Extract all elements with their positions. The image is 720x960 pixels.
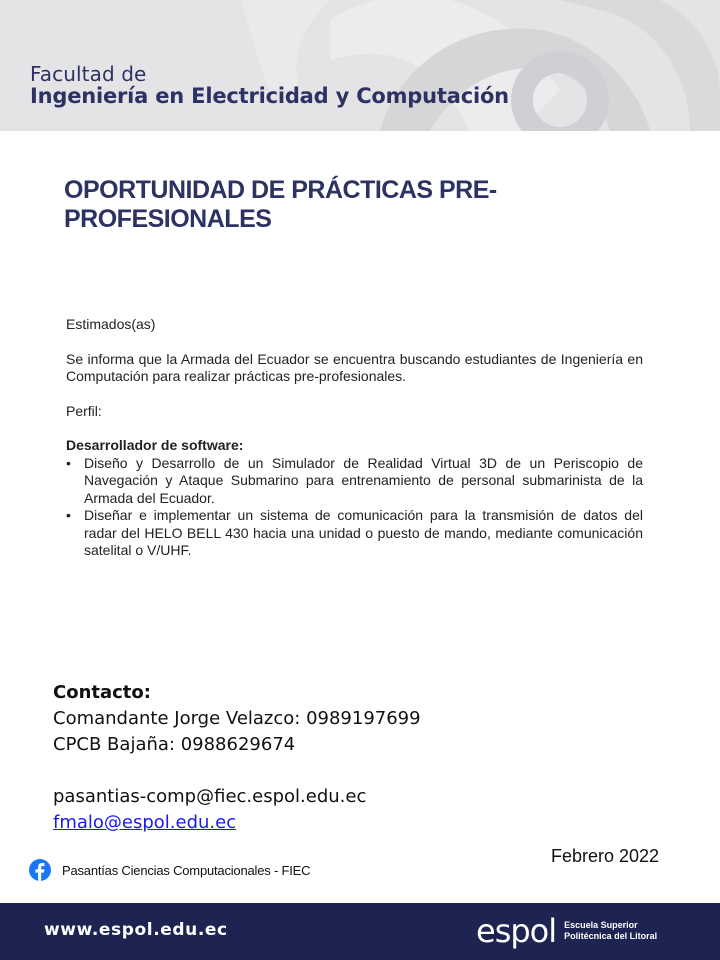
footer-bar [0, 903, 720, 960]
espol-wordmark: espol [476, 912, 557, 950]
list-item [66, 507, 643, 560]
duty-text: Diseño y Desarrollo de un Simulador de Realidad Virtual 3D de un Periscopio de Navegación y Ataque Submarino para entrenamiento de personal submarinista de la Armada del Ecuador. [84, 454, 643, 506]
contact-person-1: Comandante Jorge Velazco: 0989197699 [53, 708, 421, 729]
contact-section [53, 680, 421, 836]
page-title: OPORTUNIDAD DE PRÁCTICAS PRE-PROFESIONALES [64, 176, 497, 233]
announcement-body [66, 316, 643, 560]
publication-date: Febrero 2022 [551, 846, 660, 866]
duties-list [66, 455, 643, 560]
profile-label: Perfil: [66, 402, 102, 419]
contact-person-2: CPCB Bajaña: 0988629674 [53, 734, 296, 755]
bullet-icon: • [66, 454, 71, 471]
header-banner [0, 0, 720, 131]
tagline-line1: Escuela Superior [564, 920, 638, 930]
contact-email-link[interactable]: fmalo@espol.edu.ec [53, 812, 237, 833]
tagline-line2: Politécnica del Litoral [564, 931, 658, 941]
contact-label: Contacto: [53, 682, 151, 703]
espol-logo [476, 913, 657, 949]
role-heading: Desarrollador de software: [66, 437, 244, 453]
bullet-icon: • [66, 507, 71, 523]
website-link[interactable]: www.espol.edu.ec [44, 920, 228, 940]
facebook-page-link[interactable] [29, 859, 310, 881]
facebook-icon [29, 859, 51, 881]
duty-text: Diseñar e implementar un sistema de comunicación para la transmisión de datos del radar del HELO BELL 430 hacia una unidad o puesto de mando, mediante comunicación satelital o V/UHF. [84, 507, 643, 558]
faculty-name-line1: Facultad de [30, 62, 147, 86]
espol-tagline [564, 920, 657, 942]
intro-paragraph: Se informa que la Armada del Ecuador se encuentra buscando estudiantes de Ingeniería en Computación para realizar prácticas pre-profesionales. [66, 350, 643, 384]
facebook-page-label: Pasantías Ciencias Computacionales - FIEC [62, 862, 311, 878]
faculty-name-line2: Ingeniería en Electricidad y Computación [30, 84, 509, 108]
list-item [66, 455, 643, 508]
greeting: Estimados(as) [66, 316, 156, 332]
contact-email-1: pasantias-comp@fiec.espol.edu.ec [53, 786, 367, 807]
